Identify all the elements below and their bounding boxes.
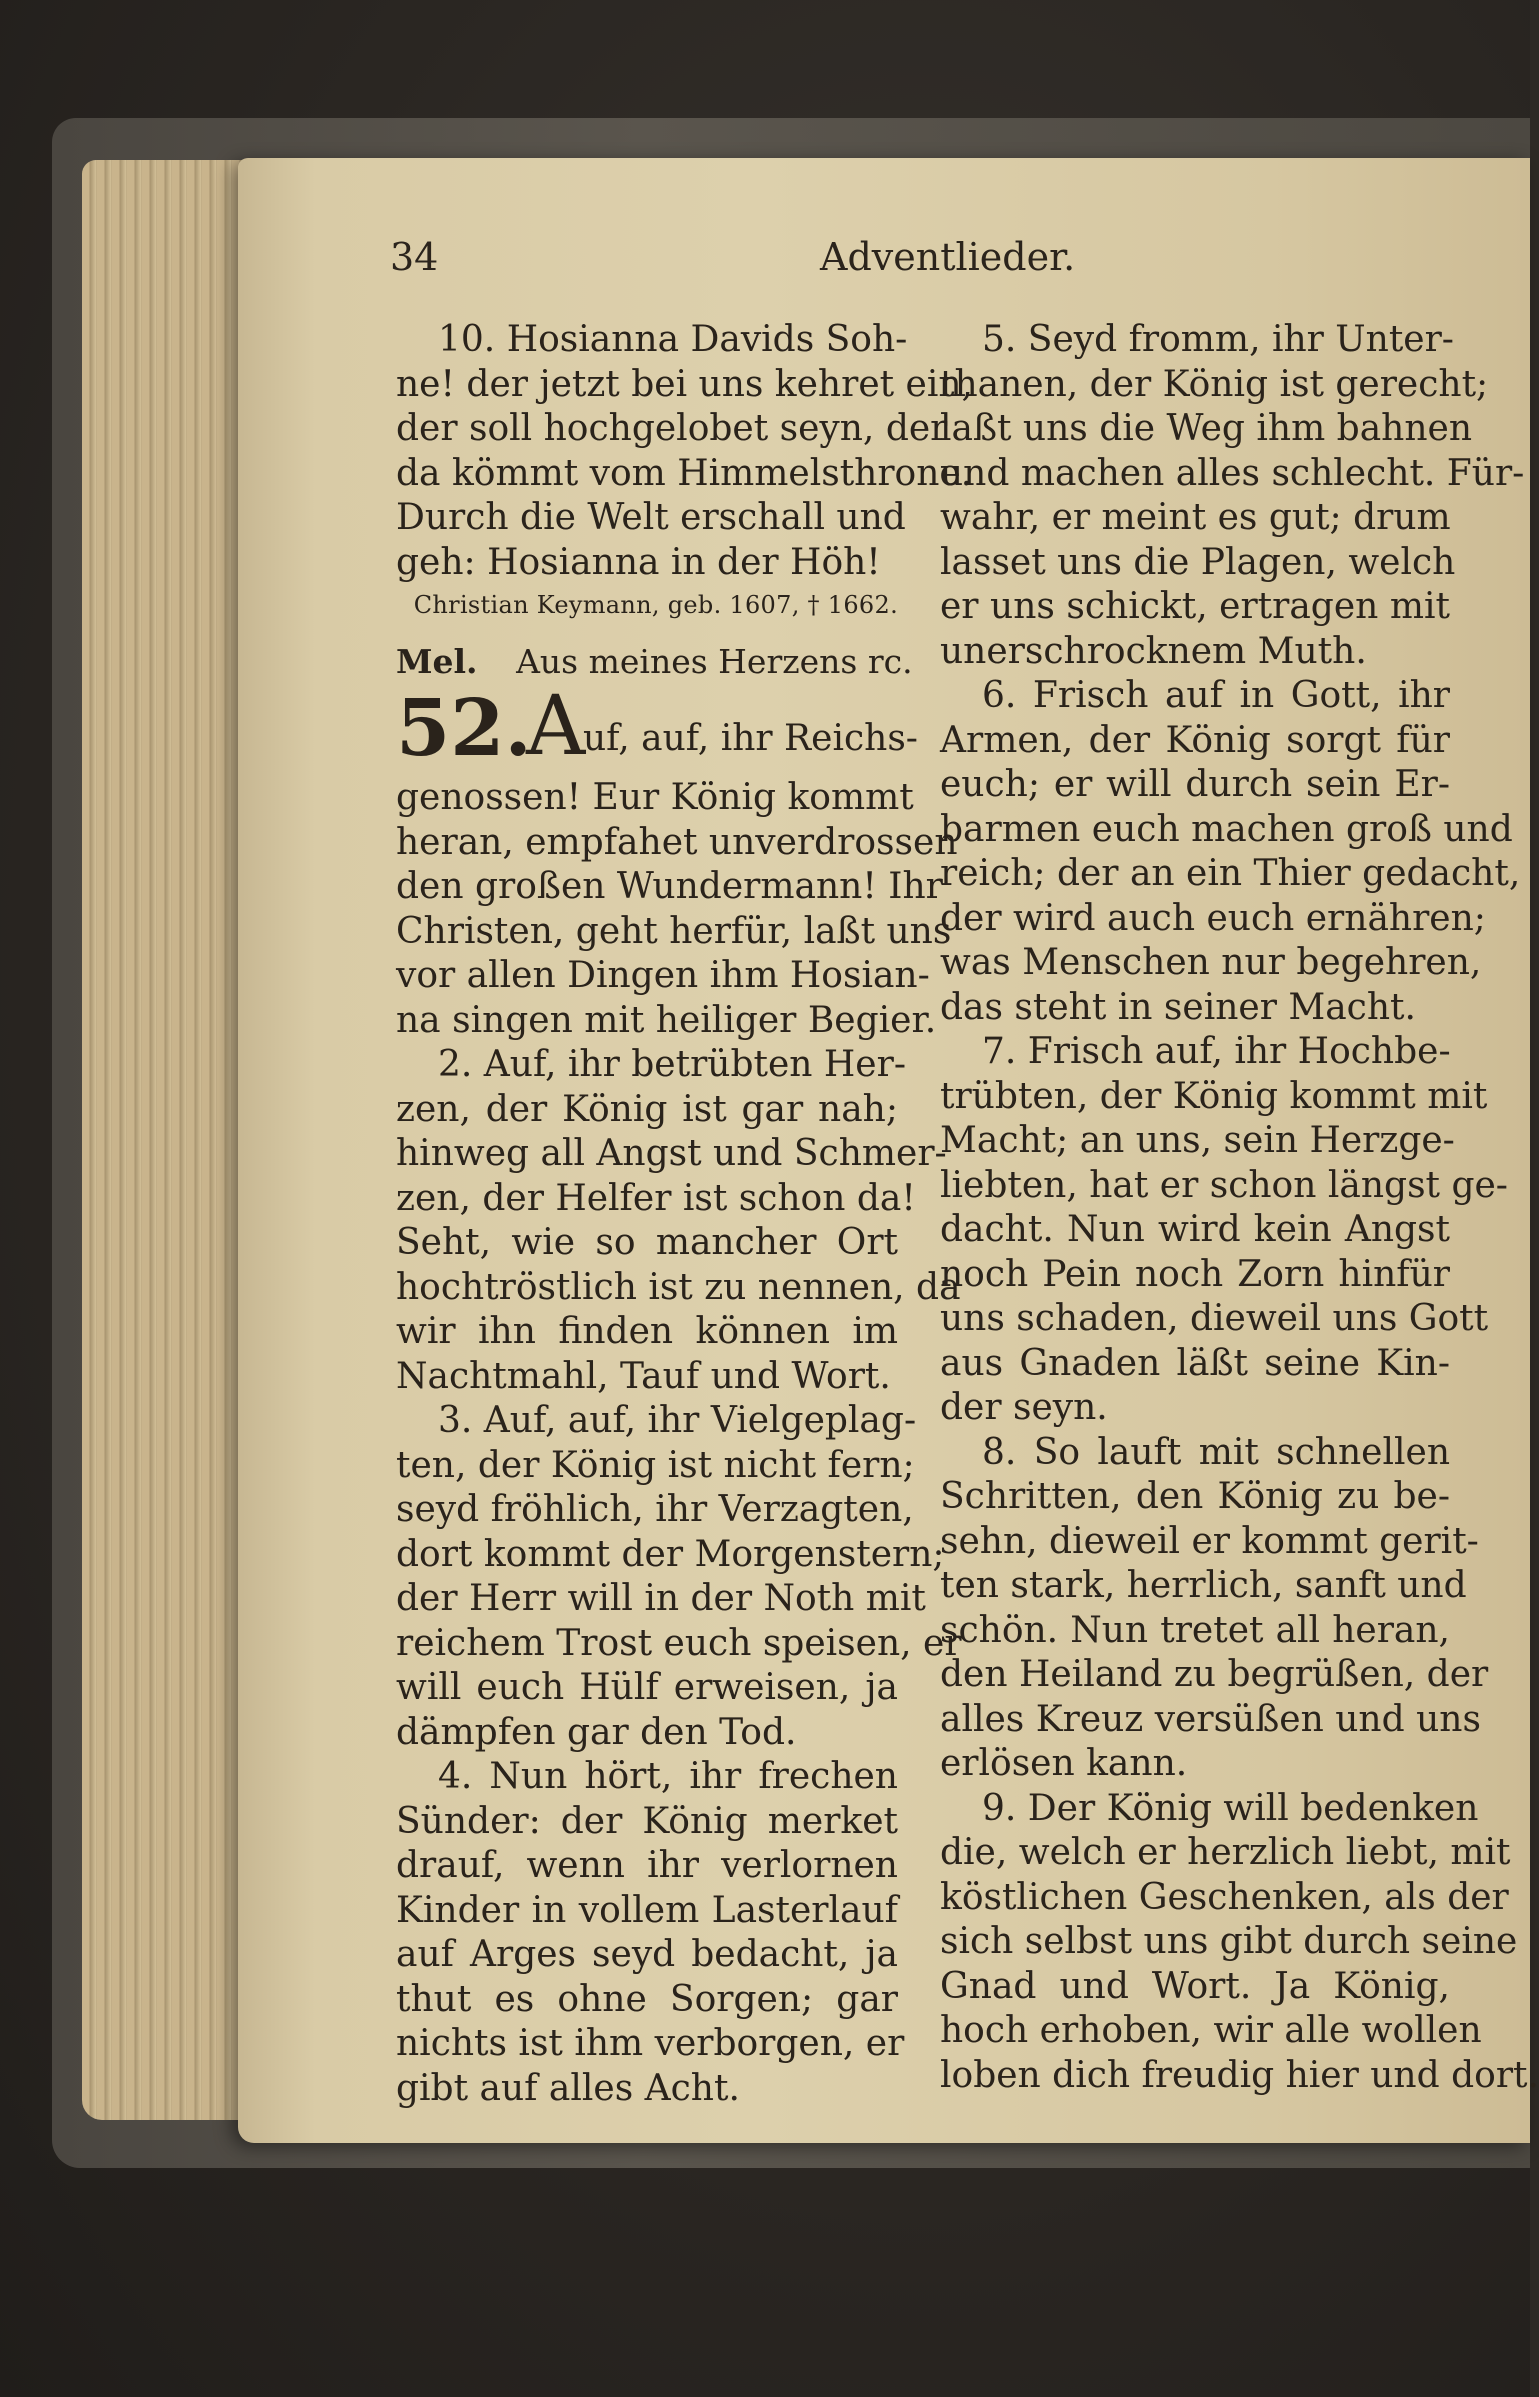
stanza-9 — [940, 1787, 1539, 2099]
text-line: unerschrocknem Muth. — [940, 630, 1367, 672]
text-line: gibt auf alles Acht. — [396, 2067, 740, 2109]
page-header — [390, 235, 1076, 285]
text-line: Macht; an uns, sein Herzge- — [940, 1120, 1455, 1161]
text-line: das steht in seiner Macht. — [940, 986, 1416, 1028]
text-line: 8. So lauft mit schnellen — [982, 1431, 1450, 1473]
text-line: heran, empfahet unverdrossen — [396, 821, 958, 863]
text-line: geh: Hosianna in der Höh! — [396, 541, 881, 583]
text-line: Schritten, den König zu be- — [940, 1476, 1450, 1517]
text-line: den großen Wundermann! Ihr — [396, 866, 943, 907]
text-line: hochtröstlich ist zu nennen, da — [396, 1266, 961, 1308]
text-line: Seht, wie so mancher Ort — [396, 1222, 898, 1263]
stanza-6 — [940, 674, 1521, 1030]
text-line: da kömmt vom Himmelsthrone. — [396, 452, 973, 494]
hymn-heading — [396, 679, 918, 776]
text-line: 5. Seyd fromm, ihr Unter- — [982, 319, 1454, 360]
text-line: ten stark, herrlich, sanft und — [940, 1565, 1467, 1606]
text-line: ne! der jetzt bei uns kehret ein, — [396, 363, 973, 405]
melody-reference — [396, 625, 913, 687]
text-line: der seyn. — [940, 1387, 1108, 1428]
melody-text: Aus meines Herzens rc. — [516, 642, 913, 681]
text-line: sehn, dieweil er kommt gerit- — [940, 1520, 1479, 1562]
text-line: nichts ist ihm verborgen, er — [396, 2023, 905, 2064]
text-line: er uns schickt, ertragen mit — [940, 586, 1450, 627]
text-line: schön. Nun tretet all heran, — [940, 1609, 1450, 1651]
stanza-10 — [396, 318, 973, 585]
text-line: ten, der König ist nicht fern; — [396, 1444, 915, 1486]
text-line: dacht. Nun wird kein Angst — [940, 1209, 1450, 1250]
text-line: will euch Hülf erweisen, ja — [396, 1667, 898, 1708]
text-line: trübten, der König kommt mit — [940, 1075, 1488, 1117]
text-line: aus Gnaden läßt seine Kin- — [940, 1342, 1450, 1384]
text-line: Durch die Welt erschall und — [396, 497, 906, 538]
text-line: vor allen Dingen ihm Hosian- — [396, 955, 930, 996]
melody-label: Mel. — [396, 642, 478, 681]
text-line: Kinder in vollem Lasterlauf — [396, 1889, 898, 1931]
text-line: der Herr will in der Noth mit — [396, 1578, 926, 1619]
text-line: laßt uns die Weg ihm bahnen — [940, 408, 1473, 449]
running-title: Adventlieder. — [820, 235, 1076, 279]
text-line: barmen euch machen groß und — [940, 808, 1513, 850]
text-line: na singen mit heiliger Begier. — [396, 999, 937, 1041]
text-line: wahr, er meint es gut; drum — [940, 497, 1451, 538]
text-line: reichem Trost euch speisen, er — [396, 1622, 962, 1664]
left-column — [396, 318, 973, 2111]
text-line: Sünder: der König merket — [396, 1800, 898, 1842]
text-line: Gnad und Wort. Ja König, — [940, 1965, 1450, 2007]
text-line: dort kommt der Morgenstern; — [396, 1533, 945, 1575]
stanza-7 — [940, 1030, 1508, 1431]
text-line: der wird auch euch ernähren; — [940, 897, 1486, 939]
text-line: Armen, der König sorgt für — [940, 719, 1450, 761]
text-line: loben dich freudig hier und dort. — [940, 2054, 1539, 2096]
stanza-2 — [396, 1043, 961, 1399]
stanza-8 — [940, 1431, 1489, 1787]
text-line: Christen, geht herfür, laßt uns — [396, 910, 952, 952]
text-line: auf Arges seyd bedacht, ja — [396, 1934, 898, 1975]
text-line: zen, der König ist gar nah; — [396, 1088, 898, 1130]
hymn-number: 52. — [396, 683, 532, 774]
text-line: 6. Frisch auf in Gott, ihr — [982, 675, 1450, 716]
stanza-1 — [396, 776, 958, 1043]
text-line: uf, auf, ihr Reichs- — [583, 718, 918, 759]
text-line: lasset uns die Plagen, welch — [940, 541, 1456, 583]
stanza-4 — [396, 1755, 905, 2111]
text-line: seyd fröhlich, ihr Verzagten, — [396, 1489, 914, 1530]
text-line: Nachtmahl, Tauf und Wort. — [396, 1355, 891, 1397]
text-line: noch Pein noch Zorn hinfür — [940, 1253, 1450, 1295]
text-line: köstlichen Geschenken, als der — [940, 1876, 1509, 1918]
text-line: der soll hochgelobet seyn, der — [396, 408, 948, 449]
text-line: 2. Auf, ihr betrübten Her- — [438, 1044, 906, 1085]
author-attribution: Christian Keymann, geb. 1607, † 1662. — [413, 591, 898, 619]
text-line: drauf, wenn ihr verlornen — [396, 1845, 898, 1886]
text-line: 10. Hosianna Davids Soh- — [438, 319, 908, 360]
page-number: 34 — [390, 235, 439, 279]
text-line: uns schaden, dieweil uns Gott — [940, 1298, 1489, 1339]
text-line: euch; er will durch sein Er- — [940, 764, 1450, 805]
text-line: 7. Frisch auf, ihr Hochbe- — [982, 1031, 1451, 1072]
text-line: hoch erhoben, wir alle wollen — [940, 2010, 1482, 2051]
text-line: thanen, der König ist gerecht; — [940, 363, 1489, 405]
text-line: hinweg all Angst und Schmer- — [396, 1133, 947, 1174]
text-line: erlösen kann. — [940, 1743, 1188, 1784]
text-line: wir ihn finden können im — [396, 1311, 898, 1352]
text-line: genossen! Eur König kommt — [396, 777, 914, 818]
text-line: 3. Auf, auf, ihr Vielgeplag- — [438, 1400, 917, 1441]
text-line: zen, der Helfer ist schon da! — [396, 1177, 916, 1219]
text-line: sich selbst uns gibt durch seine — [940, 1921, 1518, 1962]
text-line: reich; der an ein Thier gedacht, — [940, 853, 1521, 894]
stanza-3 — [396, 1399, 962, 1755]
text-line: 9. Der König will bedenken — [982, 1787, 1479, 1829]
text-line: 4. Nun hört, ihr frechen — [438, 1756, 898, 1797]
text-line: liebten, hat er schon längst ge- — [940, 1164, 1508, 1206]
drop-cap: A — [526, 679, 586, 774]
text-line: die, welch er herzlich liebt, mit — [940, 1832, 1511, 1873]
text-line: dämpfen gar den Tod. — [396, 1711, 797, 1753]
text-line: was Menschen nur begehren, — [940, 942, 1482, 983]
text-line: den Heiland zu begrüßen, der — [940, 1654, 1489, 1695]
text-line: thut es ohne Sorgen; gar — [396, 1978, 898, 2020]
stanza-5 — [940, 318, 1525, 674]
text-line: alles Kreuz versüßen und uns — [940, 1698, 1481, 1740]
text-line: und machen alles schlecht. Für- — [940, 452, 1525, 494]
right-column — [940, 318, 1539, 2098]
